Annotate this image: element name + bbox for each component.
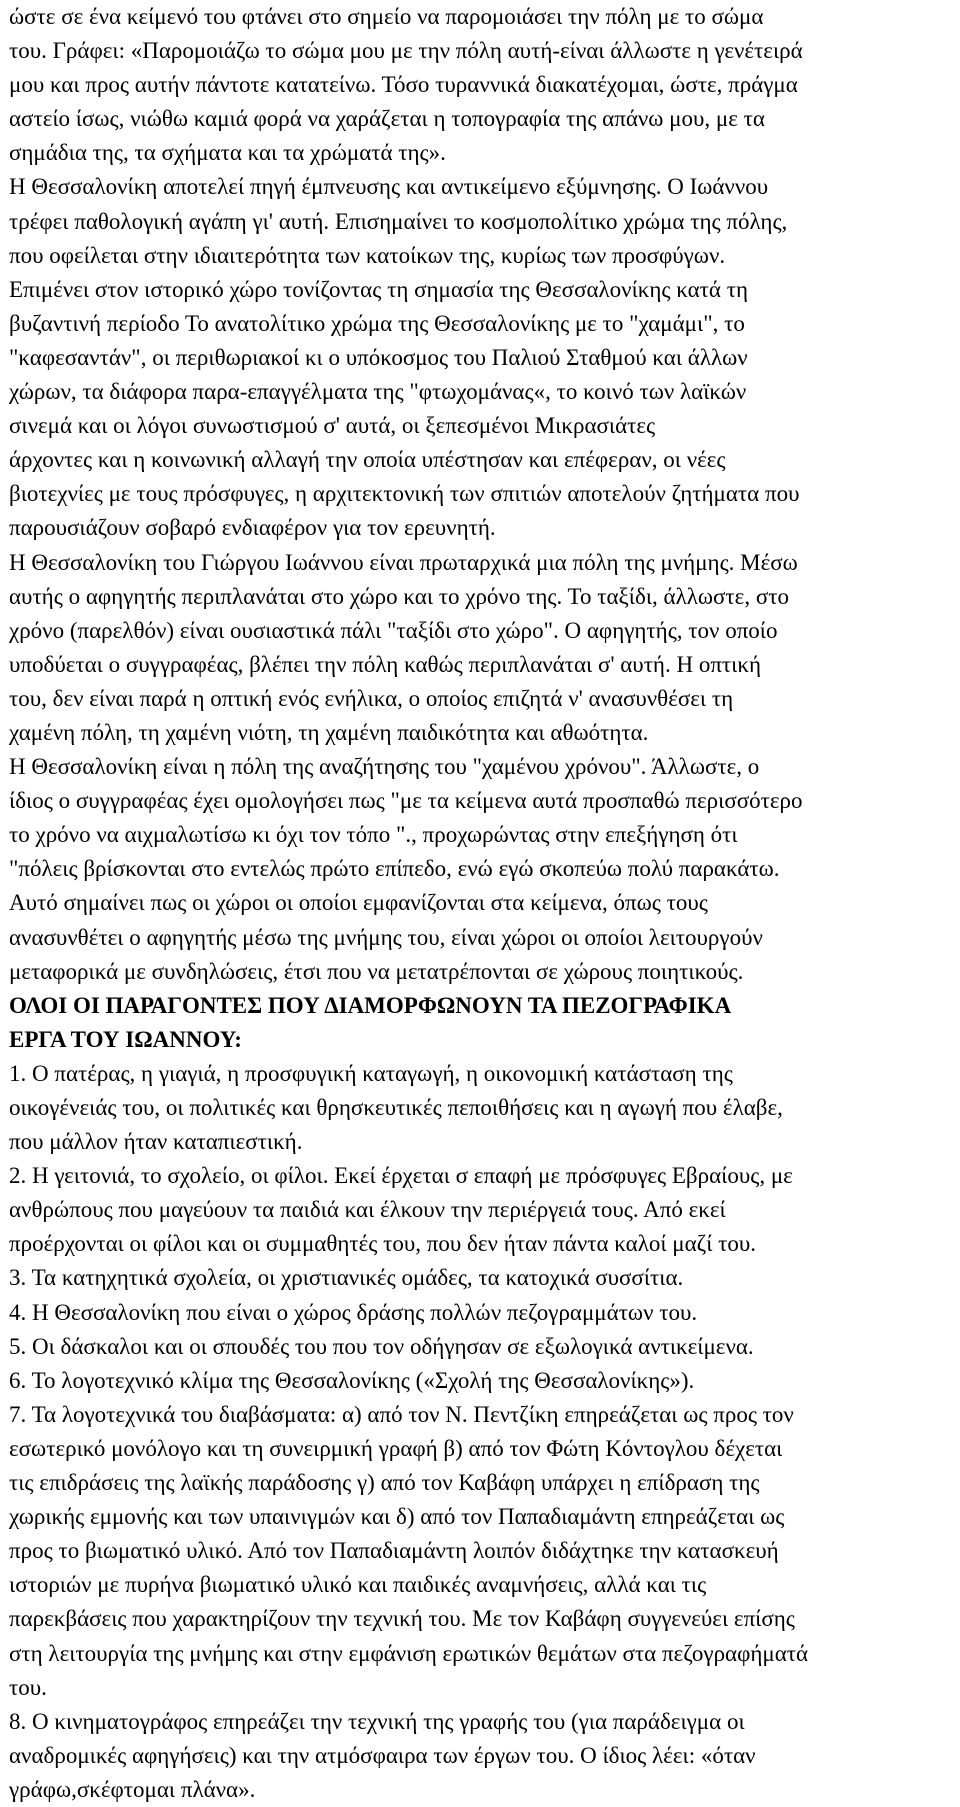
list-item: 5. Οι δάσκαλοι και οι σπουδές του που τον οδήγησαν σε εξωλογικά αντικείμενα.	[9, 1333, 754, 1359]
section-heading: ΟΛΟΙ ΟΙ ΠΑΡΑΓΟΝΤΕΣ ΠΟΥ ΔΙΑΜΟΡΦΩΝΟΥΝ ΤΑ ΠΕΖΟΓΡΑΦΙΚΑ ΕΡΓΑ ΤΟΥ ΙΩΑΝΝΟΥ:	[9, 992, 732, 1052]
list-item: 1. Ο πατέρας, η γιαγιά, η προσφυγική καταγωγή, η οικονομική κατάσταση της οικογένειάς του, οι πολιτικές και θρησκευτικές πεποιθήσεις και η αγωγή που έλαβε, που μάλλον ήταν καταπιεστική.	[9, 1060, 783, 1155]
paragraph-lost-time: Η Θεσσαλονίκη είναι η πόλη της αναζήτησης του "χαμένου χρόνου". Άλλωστε, ο ίδιος ο συγγραφέας έχει ομολογήσει πως "με τα κείμενα αυτά προσπαθώ περισσότερο το χρόνο να αιχμαλωτίσω κι όχι τον τόπο "., προχωρώντας στην επεξήγηση ότι "πόλεις βρίσκονται στο εντελώς πρώτο επίπεδο, ενώ εγώ σκοπεύω πολύ παρακάτω. Αυτό σημαίνει πως οι χώροι οι οποίοι εμφανίζονται στα κείμενα, όπως τους ανασυνθέτει ο αφηγητής μέσω της μνήμης του, είναι χώροι οι οποίοι λειτουργούν μεταφορικά με συνδηλώσεις, έτσι που να μετατρέπονται σε χώρους ποιητικούς.	[9, 754, 803, 984]
paragraph-city-of-memory: Η Θεσσαλονίκη του Γιώργου Ιωάννου είναι πρωταρχικά μια πόλη της μνήμης. Μέσω αυτής ο αφηγητής περιπλανάται στο χώρο και το χρόνο της. Το ταξίδι, άλλωστε, στο χρόνο (παρελθόν) είναι ουσιαστικά πάλι "ταξίδι στο χώρο". Ο αφηγητής, τον οποίο υποδύεται ο συγγραφέας, βλέπει την πόλη καθώς περιπλανάται σ' αυτή. Η οπτική του, δεν είναι παρά η οπτική ενός ενήλικα, ο οποίος επιζητά ν' ανασυνθέσει τη χαμένη πόλη, τη χαμένη νιότη, τη χαμένη παιδικότητα και αθωότητα.	[9, 549, 798, 745]
list-item: 8. Ο κινηματογράφος επηρεάζει την τεχνική της γραφής του (για παράδειγμα οι αναδρομικές αφηγήσεις) και την ατμόσφαιρα των έργων του. Ο ίδιος λέει: «όταν γράφω,σκέφτομαι πλάνα».	[9, 1708, 756, 1802]
list-item: 3. Τα κατηχητικά σχολεία, οι χριστιανικές ομάδες, τα κατοχικά συσσίτια.	[9, 1265, 684, 1291]
list-item: 4. Η Θεσσαλονίκη που είναι ο χώρος δράσης πολλών πεζογραμμάτων του.	[9, 1299, 698, 1325]
list-item: 7. Τα λογοτεχνικά του διαβάσματα: α) από τον Ν. Πεντζίκη επηρεάζεται ως προς τον εσωτερικό μονόλογο και τη συνειρμική γραφή β) από τον Φώτη Κόντογλου δέχεται τις επιδράσεις της λαϊκής παράδοσης γ) από τον Καβάφη υπάρχει η επίδραση της χωρικής εμμονής και των υπαινιγμών και δ) από τον Παπαδιαμάντη επηρεάζεται ως προς το βιωματικό υλικό. Από τον Παπαδιαμάντη λοιπόν διδάχτηκε την κατασκευή ιστοριών με πυρήνα βιωματικό υλικό και παιδικές αναμνήσεις, αλλά και τις παρεκβάσεις που χαρακτηρίζουν την τεχνική του. Με τον Καβάφη συγγενεύει επίσης στη λειτουργία της μνήμης και στην εμφάνιση ερωτικών θεμάτων στα πεζογραφήματά του.	[9, 1401, 809, 1700]
paragraph-inspiration: Η Θεσσαλονίκη αποτελεί πηγή έμπνευσης και αντικείμενο εξύμνησης. Ο Ιωάννου τρέφει παθολογική αγάπη γι' αυτή. Επισημαίνει το κοσμοπολίτικο χρώμα της πόλης, που οφείλεται στην ιδιαιτερότητα των κατοίκων της, κυρίως των προσφύγων. Επιμένει στον ιστορικό χώρο τονίζοντας τη σημασία της Θεσσαλονίκης κατά τη βυζαντινή περίοδο Το ανατολίτικο χρώμα της Θεσσαλονίκης με το "χαμάμι", το "καφεσαντάν", οι περιθωριακοί κι ο υπόκοσμος του Παλιού Σταθμού και άλλων χώρων, τα διάφορα παρα-επαγγέλματα της "φτωχομάνας«, το κοινό των λαϊκών σινεμά και οι λόγοι συνωστισμού σ' αυτά, οι ξεπεσμένοι Μικρασιάτες άρχοντες και η κοινωνική αλλαγή την οποία υπέστησαν και επέφεραν, οι νέες βιοτεχνίες με τους πρόσφυγες, η αρχιτεκτονική των σπιτιών αποτελούν ζητήματα που παρουσιάζουν σοβαρό ενδιαφέρον για τον ερευνητή.	[9, 174, 800, 541]
paragraph-city-body: ώστε σε ένα κείμενό του φτάνει στο σημείο να παρομοιάσει την πόλη με το σώμα του. Γράφει: «Παρομοιάζω το σώμα μου με την πόλη αυτή-είναι άλλωστε η γενέτειρά μου και προς αυτήν πάντοτε κατατείνω. Τόσο τυραννικά διακατέχομαι, ώστε, πράγμα αστείο ίσως, νιώθω καμιά φορά να χαράζεται η τοπογραφία της απάνω μου, με τα σημάδια της, τα σχήματα και τα χρώματά της».	[9, 4, 803, 166]
list-item: 6. Το λογοτεχνικό κλίμα της Θεσσαλονίκης («Σχολή της Θεσσαλονίκης»).	[9, 1367, 695, 1393]
list-item: 2. Η γειτονιά, το σχολείο, οι φίλοι. Εκεί έρχεται σ επαφή με πρόσφυγες Εβραίους, με ανθρώπους που μαγεύουν τα παιδιά και έλκουν την περιέργειά τους. Από εκεί προέρχονται οι φίλοι και οι συμμαθητές του, που δεν ήταν πάντα καλοί μαζί του.	[9, 1163, 793, 1257]
